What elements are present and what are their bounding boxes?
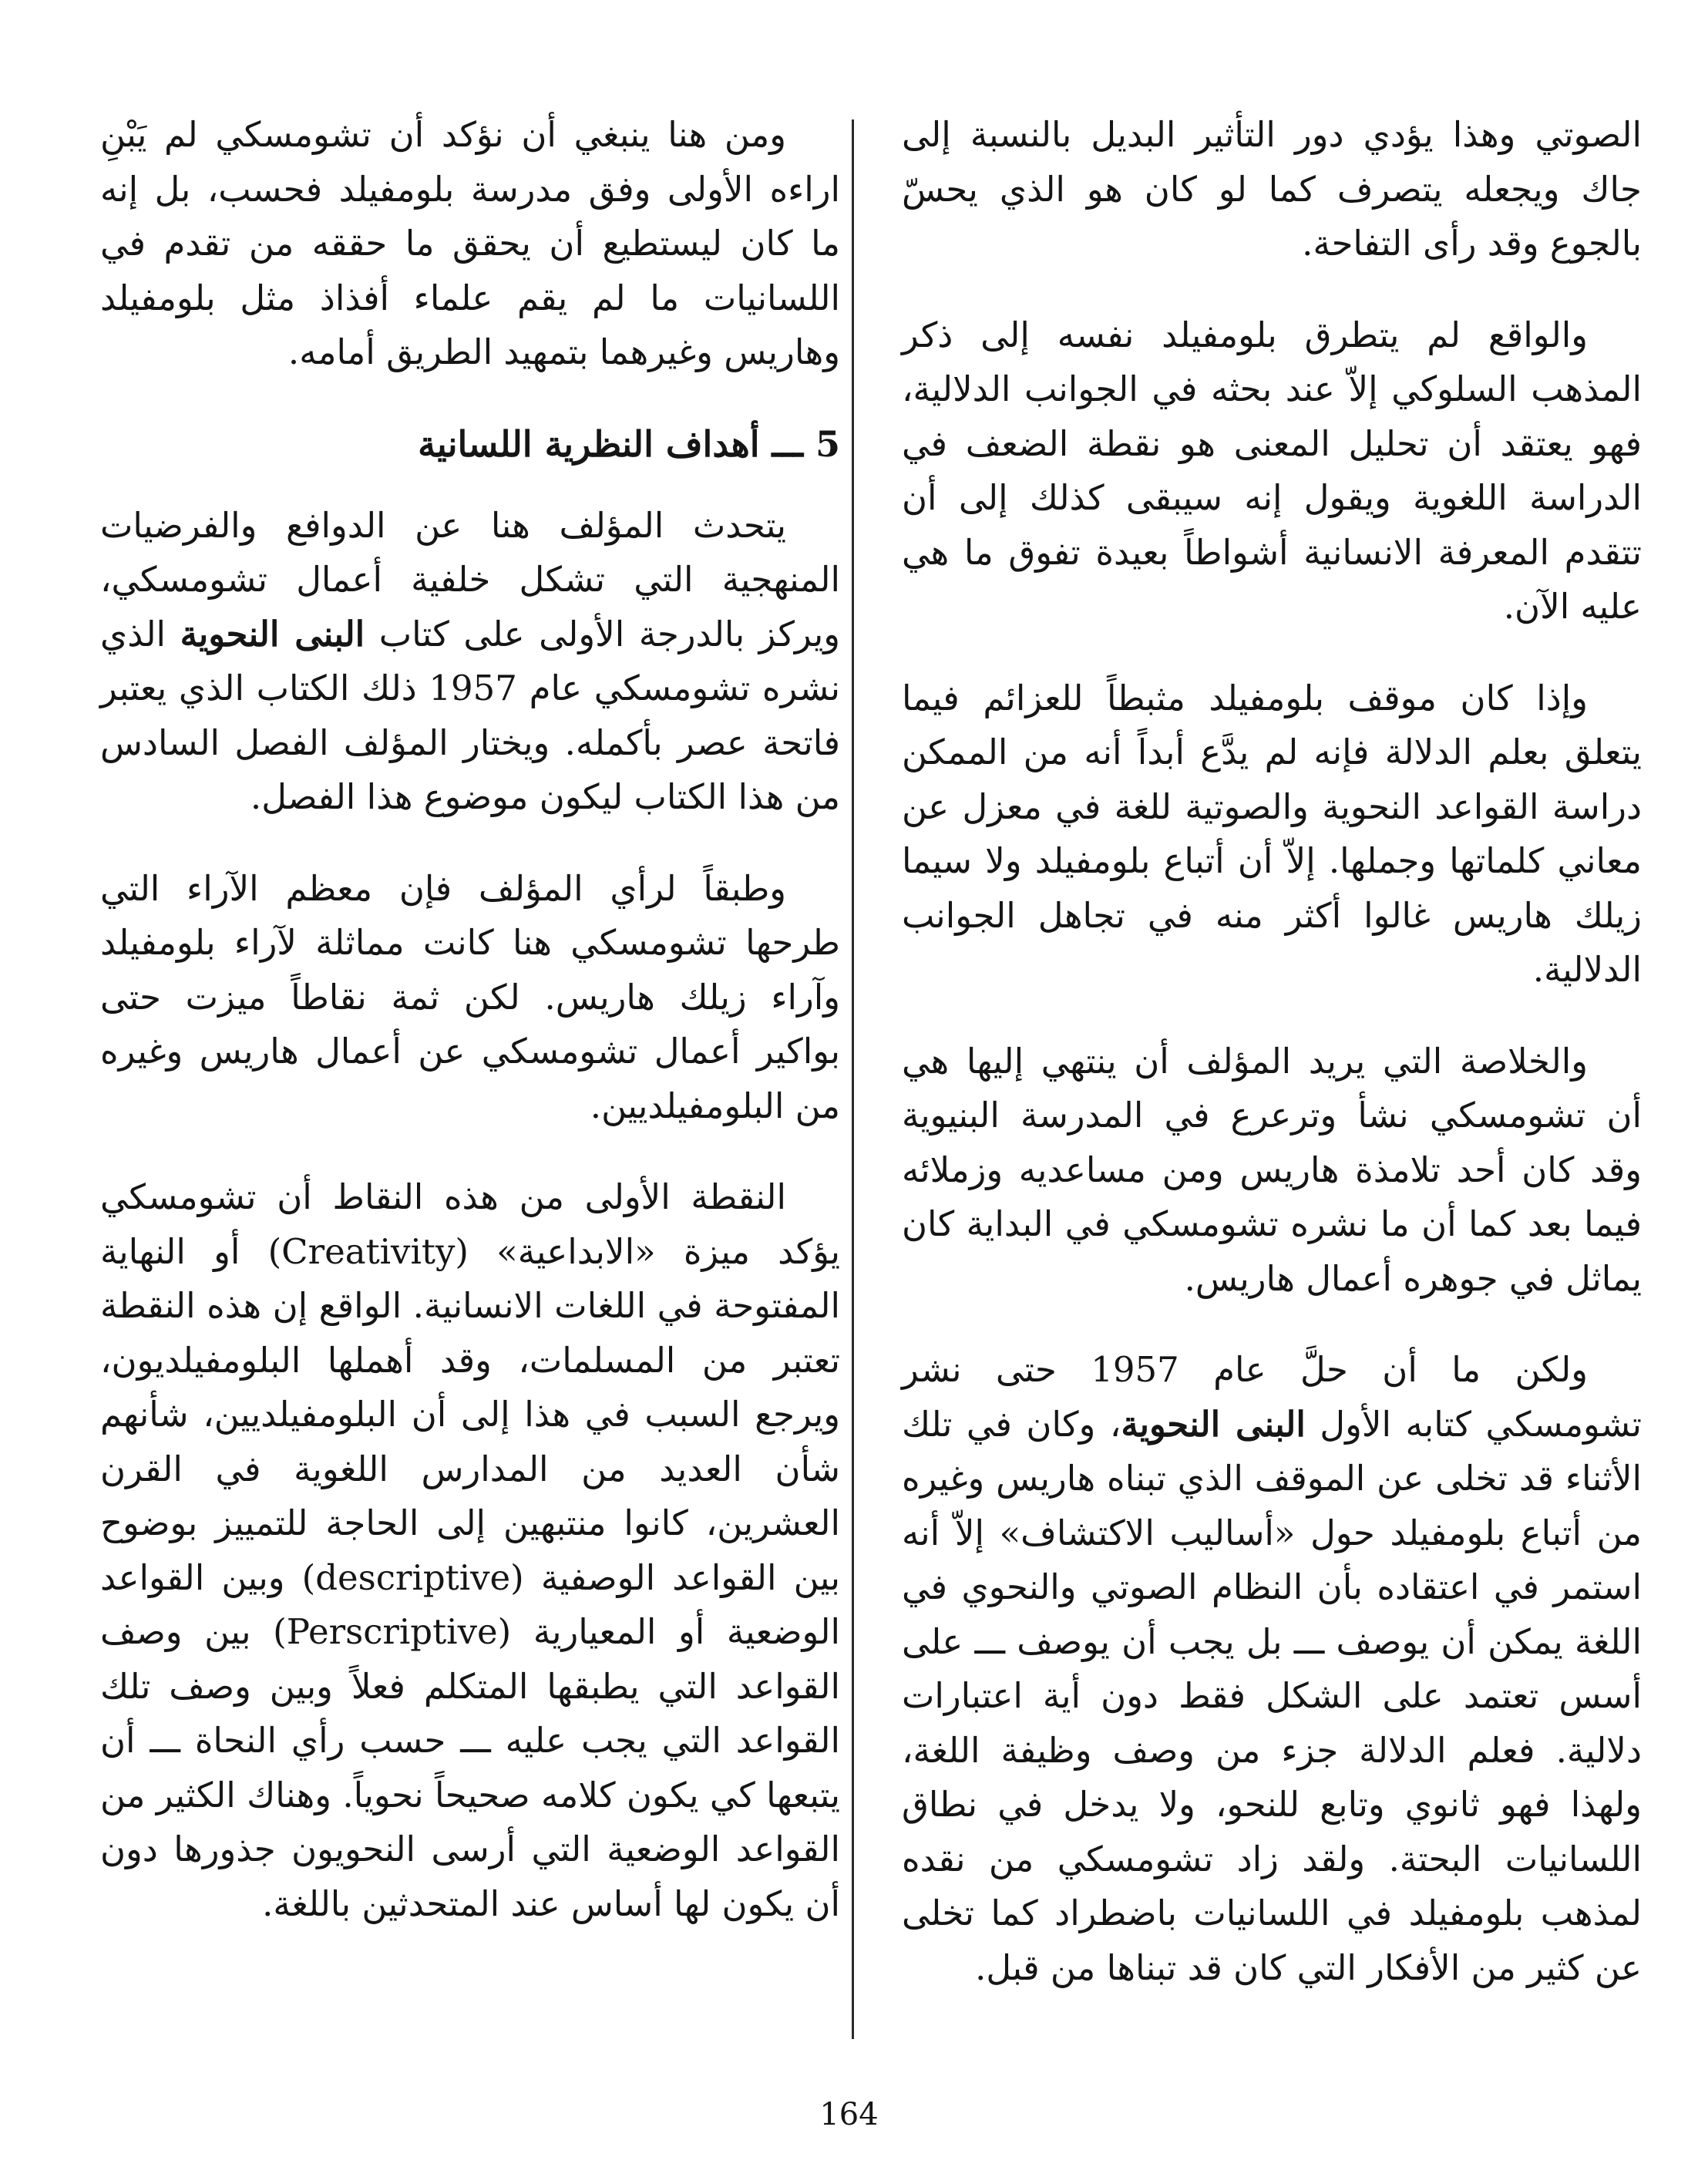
english-term: (Perscriptive) xyxy=(273,1611,512,1652)
text-run: بين وصف القواعد التي يطبقها المتكلم فعلاً وبين وصف تلك القواعد التي يجب عليه ـــ حسب رأي النحاة ـــ أن يتبعها كي يكون كلامه صحيحاً نحوياً. وهناك الكثير من القواعد الوضعية التي أرسى النحويون جذورها دون أن يكون لها أساس عند المتحدثين باللغة. xyxy=(100,1611,840,1924)
paragraph xyxy=(100,1170,840,1931)
paragraph xyxy=(902,1343,1642,1995)
text-run: ، وكان في تلك الأثناء قد تخلى عن الموقف الذي تبناه هاريس وغيره من أتباع بلومفيلد حول «أساليب الاكتشاف» إلاّ أنه استمر في اعتقاده بأن النظام الصوتي والنحوي في اللغة يمكن أن يوصف ـــ بل يجب أن يوصف ـــ على أسس تعتمد على الشكل فقط دون أية اعتبارات دلالية. فعلم الدلالة جزء من وصف وظيفة اللغة، ولهذا فهو ثانوي وتابع للنحو، ولا يدخل في نطاق اللسانيات البحتة. ولقد زاد تشومسكي من نقده لمذهب بلومفيلد في اللسانيات باضطراد كما تخلى عن كثير من الأفكار التي كان قد تبناها من قبل. xyxy=(902,1403,1642,1988)
book-title: البنى النحوية xyxy=(1121,1403,1306,1445)
column-divider xyxy=(852,119,854,2039)
paragraph: والخلاصة التي يريد المؤلف أن ينتهي إليها هي أن تشومسكي نشأ وترعرع في المدرسة البنيوية وقد كان أحد تلامذة هاريس ومن مساعديه وزملائه فيما بعد كما أن ما نشره تشومسكي في البداية كان يماثل في جوهره أعمال هاريس. xyxy=(902,1040,1642,1299)
english-term: (descriptive) xyxy=(301,1556,524,1598)
left-column xyxy=(100,108,840,1968)
paragraph: الصوتي وهذا يؤدي دور التأثير البديل بالنسبة إلى جاك ويجعله يتصرف كما لو كان هو الذي يحسّ بالجوع وقد رأى التفاحة. xyxy=(902,114,1642,264)
paragraph: ومن هنا ينبغي أن نؤكد أن تشومسكي لم يَبْنِ اراءه الأولى وفق مدرسة بلومفيلد فحسب، بل إنه ما كان ليستطيع أن يحقق ما حققه من تقدم في اللسانيات ما لم يقم علماء أفذاذ مثل بلومفيلد وهاريس وغيرهما بتمهيد الطريق أمامه. xyxy=(100,114,840,372)
right-column xyxy=(902,108,1642,2032)
paragraph: وطبقاً لرأي المؤلف فإن معظم الآراء التي طرحها تشومسكي هنا كانت مماثلة لآراء بلومفيلد وآراء زيلك هاريس. لكن ثمة نقاطاً ميزت حتى بواكير أعمال تشومسكي عن أعمال هاريس وغيره من البلومفيلديين. xyxy=(100,867,840,1126)
text-run: وبين القواعد الوضعية أو المعيارية xyxy=(100,1556,840,1652)
section-heading: 5 ـــ أهداف النظرية اللسانية xyxy=(418,422,840,465)
book-title: البنى النحوية xyxy=(180,613,365,655)
english-term: (Creativity) xyxy=(267,1230,469,1272)
paragraph: والواقع لم يتطرق بلومفيلد نفسه إلى ذكر المذهب السلوكي إلاّ عند بحثه في الجوانب الدلالية، فهو يعتقد أن تحليل المعنى هو نقطة الضعف في الدراسة اللغوية ويقول إنه سيبقى كذلك إلى أن تتقدم المعرفة الانسانية أشواطاً بعيدة تفوق ما هي عليه الآن. xyxy=(902,314,1642,627)
text-run: يتحدث المؤلف هنا عن الدوافع والفرضيات المنهجية التي تشكل خلفية أعمال تشومسكي، ويركز بالدرجة الأولى على كتاب xyxy=(100,504,840,655)
paragraph: وإذا كان موقف بلومفيلد مثبطاً للعزائم فيما يتعلق بعلم الدلالة فإنه لم يدَّع أبداً أنه من الممكن دراسة القواعد النحوية والصوتية للغة في معزل عن معاني كلماتها وجملها. إلاّ أن أتباع بلومفيلد ولا سيما زيلك هاريس غالوا أكثر منه في تجاهل الجوانب الدلالية. xyxy=(902,677,1642,990)
text-run: ولكن ما أن حلَّ عام 1957 حتى نشر تشومسكي كتابه الأول xyxy=(902,1349,1642,1445)
text-run: النقطة الأولى من هذه النقاط أن تشومسكي يؤكد ميزة «الابداعية» xyxy=(100,1176,840,1272)
page-number: 164 xyxy=(819,2097,879,2132)
text-run: الذي نشره تشومسكي عام 1957 ذلك الكتاب الذي يعتبر فاتحة عصر بأكمله. ويختار المؤلف الفصل السادس من هذا الكتاب ليكون موضوع هذا الفصل. xyxy=(100,613,841,817)
paragraph xyxy=(100,499,840,825)
text-run: أو النهاية المفتوحة في اللغات الانسانية. الواقع إن هذه النقطة تعتبر من المسلمات، وقد أهملها البلومفيلديون، ويرجع السبب في هذا إلى أن البلومفيلديين، شأنهم شأن العديد من المدارس اللغوية في القرن العشرين، كانوا منتبهين إلى الحاجة للتمييز بوضوح بين القواعد الوصفية xyxy=(100,1230,840,1598)
